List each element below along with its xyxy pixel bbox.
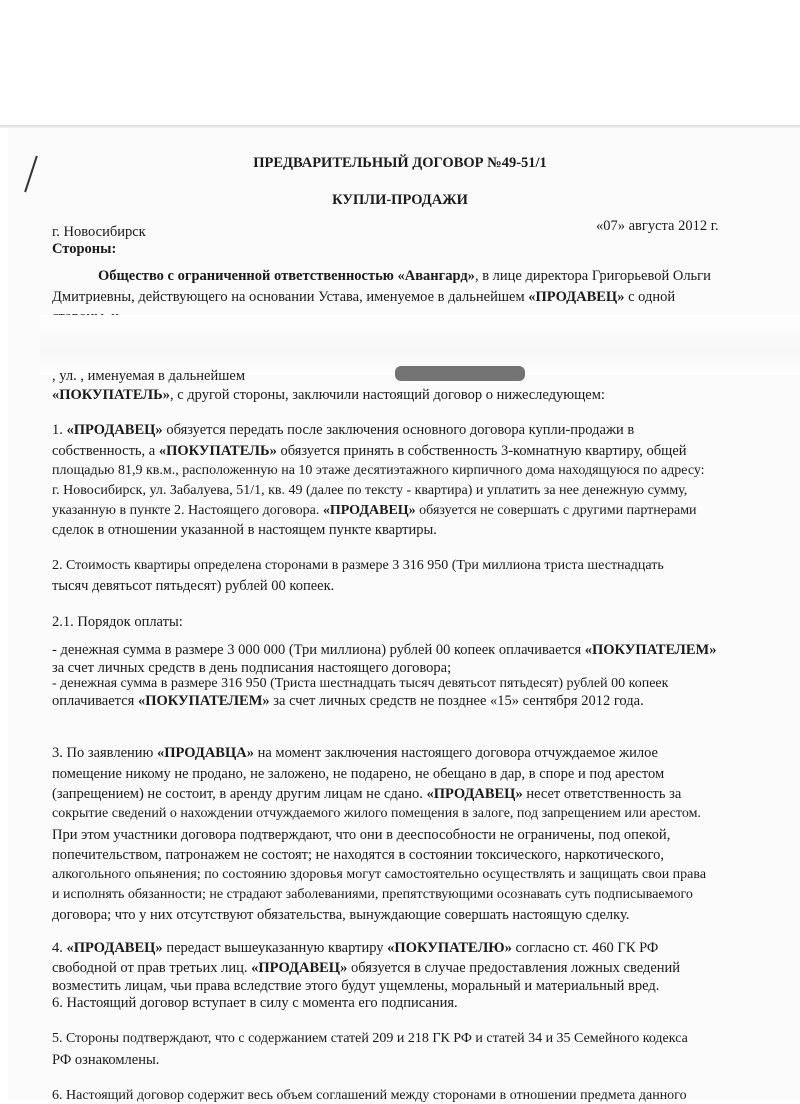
s21-buyer: «ПОКУПАТЕЛЕМ»	[584, 642, 717, 658]
s3-num: 3. По заявлению	[52, 745, 157, 761]
seller-line-2	[52, 289, 675, 306]
seller-line-1	[98, 268, 711, 285]
s3-line-5: При этом участники договора подтверждают, что они в дееспособности не ограничены, под опекой,	[52, 827, 671, 843]
s4-line-3: возместить лицам, чьи права вследствие этого будут ущемлены, моральный и материальный вред.	[52, 978, 660, 994]
s4-text: свободной от прав третьих лиц.	[52, 960, 252, 976]
s3-line-6: попечительством, патронажем не состоят; не находятся в состоянии токсического, наркотического,	[52, 847, 664, 863]
parties-heading: Стороны:	[52, 241, 117, 257]
s21-text: - денежная сумма в размере 3 000 000 (Три миллиона) рублей 00 копеек оплачивается	[52, 642, 585, 658]
s1-line-1	[52, 422, 634, 439]
s4-line-2	[52, 960, 680, 977]
s3-line-4: сокрытие сведений о нахождении отчуждаемого жилого помещения в залоге, под запрещением или арестом.	[52, 806, 701, 821]
seller-text-end: с одной	[624, 289, 676, 305]
seller-name: Общество с ограниченной ответственностью «Авангард»	[98, 268, 475, 284]
s1-line-3: площадью 81,9 кв.м., расположенную на 10 этаже десятиэтажного кирпичного дома находящуюся по адресу:	[52, 463, 705, 478]
s2-line-2: тысяч девятьсот пятьдесят) рублей 00 копеек.	[52, 578, 335, 594]
s3-text: несет ответственность за	[522, 786, 682, 802]
s1-line-6: сделок в отношении указанной в настоящем пункте квартиры.	[52, 522, 437, 538]
s3-line-1	[52, 745, 658, 762]
s3-seller: «ПРОДАВЦА»	[156, 745, 254, 761]
s4-text: согласно ст. 460 ГК РФ	[511, 940, 659, 956]
seller-text: Дмитриевны, действующего на основании Устава, именуемое в дальнейшем	[52, 289, 529, 305]
s3-text: на момент заключения настоящего договора отчуждаемое жилое	[253, 745, 658, 761]
s4-seller: «ПРОДАВЕЦ»	[66, 940, 163, 956]
scan-top-margin	[0, 0, 800, 125]
contract-title: ПРЕДВАРИТЕЛЬНЫЙ ДОГОВОР №49-51/1	[253, 155, 547, 171]
s21-line-2: за счет личных средств в день подписания настоящего договора;	[52, 660, 452, 676]
s4-text: передаст вышеуказанную квартиру	[162, 940, 388, 956]
s3-line-9: договора; что у них отсутствуют обязательства, вынуждающие совершать настоящую сделку.	[52, 907, 630, 923]
s4-text: обязуется в случае предоставления ложных сведений	[347, 960, 681, 976]
s6-line-1: 6. Настоящий договор содержит весь объем соглашений между сторонами в отношении предмета данного	[52, 1088, 687, 1103]
buyer-line-2	[52, 387, 605, 404]
s21-line-1	[52, 642, 716, 659]
contract-date: «07» августа 2012 г.	[596, 218, 719, 234]
s21-line-4	[52, 693, 644, 710]
s21-buyer: «ПОКУПАТЕЛЕМ»	[137, 693, 270, 709]
s4-seller: «ПРОДАВЕЦ»	[251, 960, 348, 976]
s21-text: за счет личных средств не позднее «15» сентября 2012 года.	[269, 693, 644, 709]
s3-line-8: и исполнять обязанности; не страдают заболеваниями, препятствующими осознавать суть подписываемого	[52, 887, 693, 902]
s5-line-1: 5. Стороны подтверждают, что с содержанием статей 209 и 218 ГК РФ и статей 34 и 35 Семейного кодекса	[52, 1031, 688, 1046]
s1-seller: «ПРОДАВЕЦ»	[322, 503, 416, 518]
s4-num: 4.	[52, 940, 67, 956]
contract-subtitle: КУПЛИ-ПРОДАЖИ	[332, 192, 468, 208]
s6-effect-line: 6. Настоящий договор вступает в силу с момента его подписания.	[52, 995, 458, 1011]
s1-line-4: г. Новосибирск, ул. Забалуева, 51/1, кв. 49 (далее по тексту - квартира) и уплатить за нее денежную сумму,	[52, 483, 688, 498]
seller-role: «ПРОДАВЕЦ»	[528, 289, 625, 305]
s4-buyer: «ПОКУПАТЕЛЮ»	[387, 940, 512, 956]
s21-text: оплачивается	[52, 693, 138, 709]
s2-line-1: 2. Стоимость квартиры определена сторонами в размере 3 316 950 (Три миллиона триста шестнадцать	[52, 558, 664, 573]
buyer-line-1: , ул. , именуемая в дальнейшем	[52, 368, 246, 384]
s4-line-1	[52, 940, 658, 957]
s1-buyer: «ПОКУПАТЕЛЬ»	[158, 443, 277, 459]
s3-line-3	[52, 786, 681, 803]
s3-line-2: помещение никому не продано, не заложено, не подарено, не обещано в дар, в споре и под арестом	[52, 766, 665, 782]
s1-text: указанную в пункте 2. Настоящего договора.	[52, 503, 323, 518]
s3-line-7: алкогольного опьянения; по состоянию здоровья могут самостоятельно осуществлять и защищать свои права	[52, 867, 707, 882]
s1-text: обязуется не совершать с другими партнерами	[415, 503, 697, 518]
s3-seller: «ПРОДАВЕЦ»	[426, 786, 523, 802]
redaction-blot	[395, 366, 525, 381]
s5-line-2: РФ ознакомлены.	[52, 1052, 160, 1068]
s1-line-2	[52, 443, 687, 460]
s1-text: обязуется передать после заключения основного договора купли-продажи в	[162, 422, 635, 438]
s3-text: (запрещением) не состоит, в аренду другим лицам не сдано.	[52, 786, 427, 802]
s1-seller: «ПРОДАВЕЦ»	[66, 422, 163, 438]
buyer-role: «ПОКУПАТЕЛЬ»	[52, 387, 170, 403]
s1-line-5	[52, 503, 697, 519]
s1-text: собственность, а	[52, 443, 159, 459]
s21-line-3: - денежная сумма в размере 316 950 (Триста шестнадцать тысяч девятьсот пятьдесят) рублей 00 копеек	[52, 676, 669, 691]
s1-num: 1.	[52, 422, 67, 438]
s1-text: обязуется принять в собственность 3-комнатную квартиру, общей	[276, 443, 687, 459]
contract-city: г. Новосибирск	[52, 224, 146, 240]
buyer-text: , с другой стороны, заключили настоящий договор о нижеследующем:	[169, 387, 605, 403]
s21-heading: 2.1. Порядок оплаты:	[52, 614, 183, 630]
seller-rest: , в лице директора Григорьевой Ольги	[474, 268, 711, 284]
